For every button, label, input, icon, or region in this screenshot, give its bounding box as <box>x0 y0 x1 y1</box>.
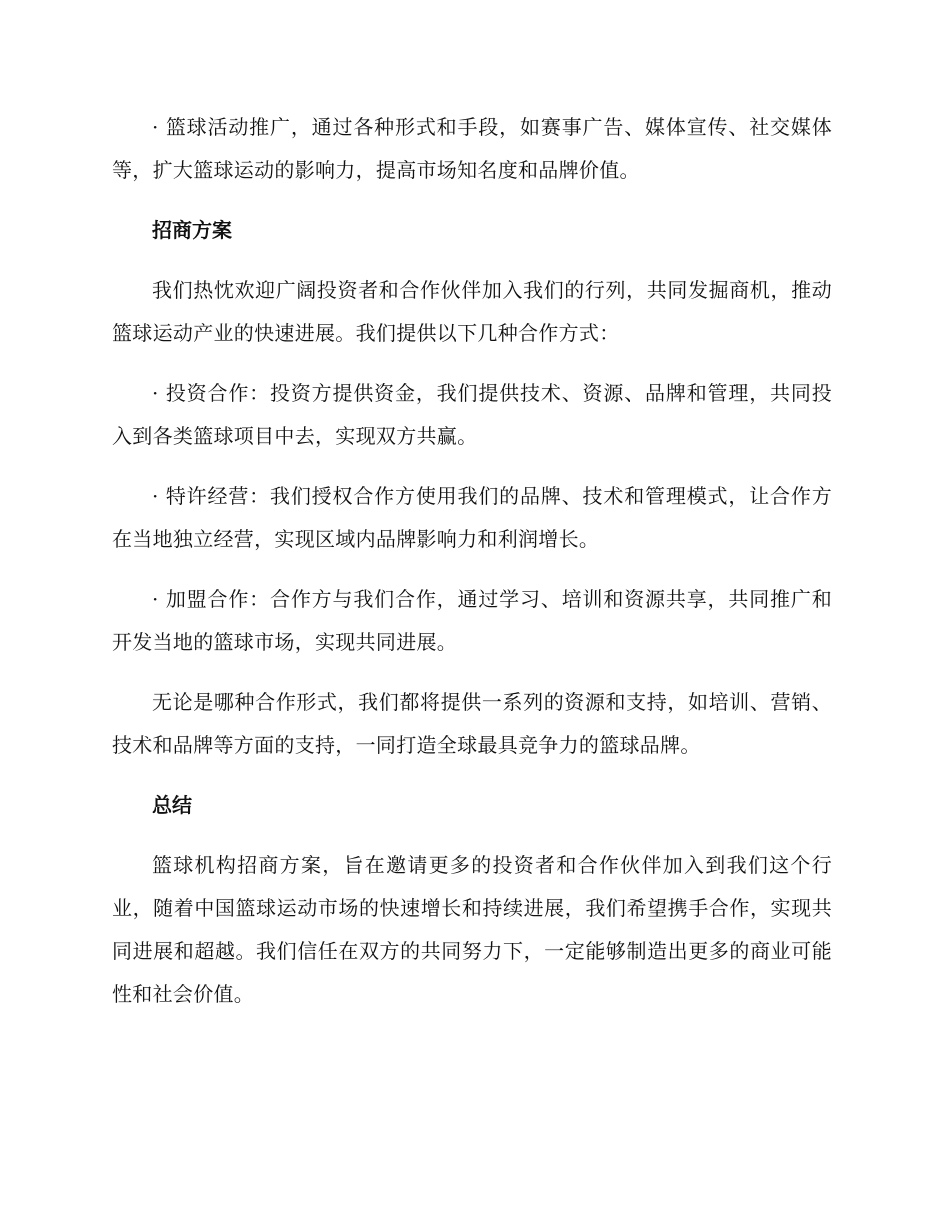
heading-investment-plan: 招商方案 <box>152 218 232 242</box>
heading-summary: 总结 <box>152 793 192 817</box>
paragraph-welcome: 我们热忱欢迎广阔投资者和合作伙伴加入我们的行列，共同发掘商机，推动篮球运动产业的快速进展。我们提供以下几种合作方式： <box>112 278 832 345</box>
paragraph-franchise: · 特许经营：我们授权合作方使用我们的品牌、技术和管理模式，让合作方在当地独立经营，实现区域内品牌影响力和利润增长。 <box>112 484 832 551</box>
document-page <box>112 106 832 1033</box>
paragraph-affiliate: · 加盟合作：合作方与我们合作，通过学习、培训和资源共享，共同推广和开发当地的篮球市场，实现共同进展。 <box>112 587 832 654</box>
paragraph-support: 无论是哪种合作形式，我们都将提供一系列的资源和支持，如培训、营销、技术和品牌等方面的支持，一同打造全球最具竞争力的篮球品牌。 <box>112 690 832 757</box>
paragraph-promotion: · 篮球活动推广，通过各种形式和手段，如赛事广告、媒体宣传、社交媒体等，扩大篮球运动的影响力，提高市场知名度和品牌价值。 <box>112 115 832 182</box>
paragraph-investment-cooperation: · 投资合作：投资方提供资金，我们提供技术、资源、品牌和管理，共同投入到各类篮球项目中去，实现双方共赢。 <box>112 381 832 448</box>
paragraph-summary: 篮球机构招商方案，旨在邀请更多的投资者和合作伙伴加入到我们这个行业，随着中国篮球运动市场的快速增长和持续进展，我们希望携手合作，实现共同进展和超越。我们信任在双方的共同努力下，一定能够制造出更多的商业可能性和社会价值。 <box>112 853 832 1006</box>
